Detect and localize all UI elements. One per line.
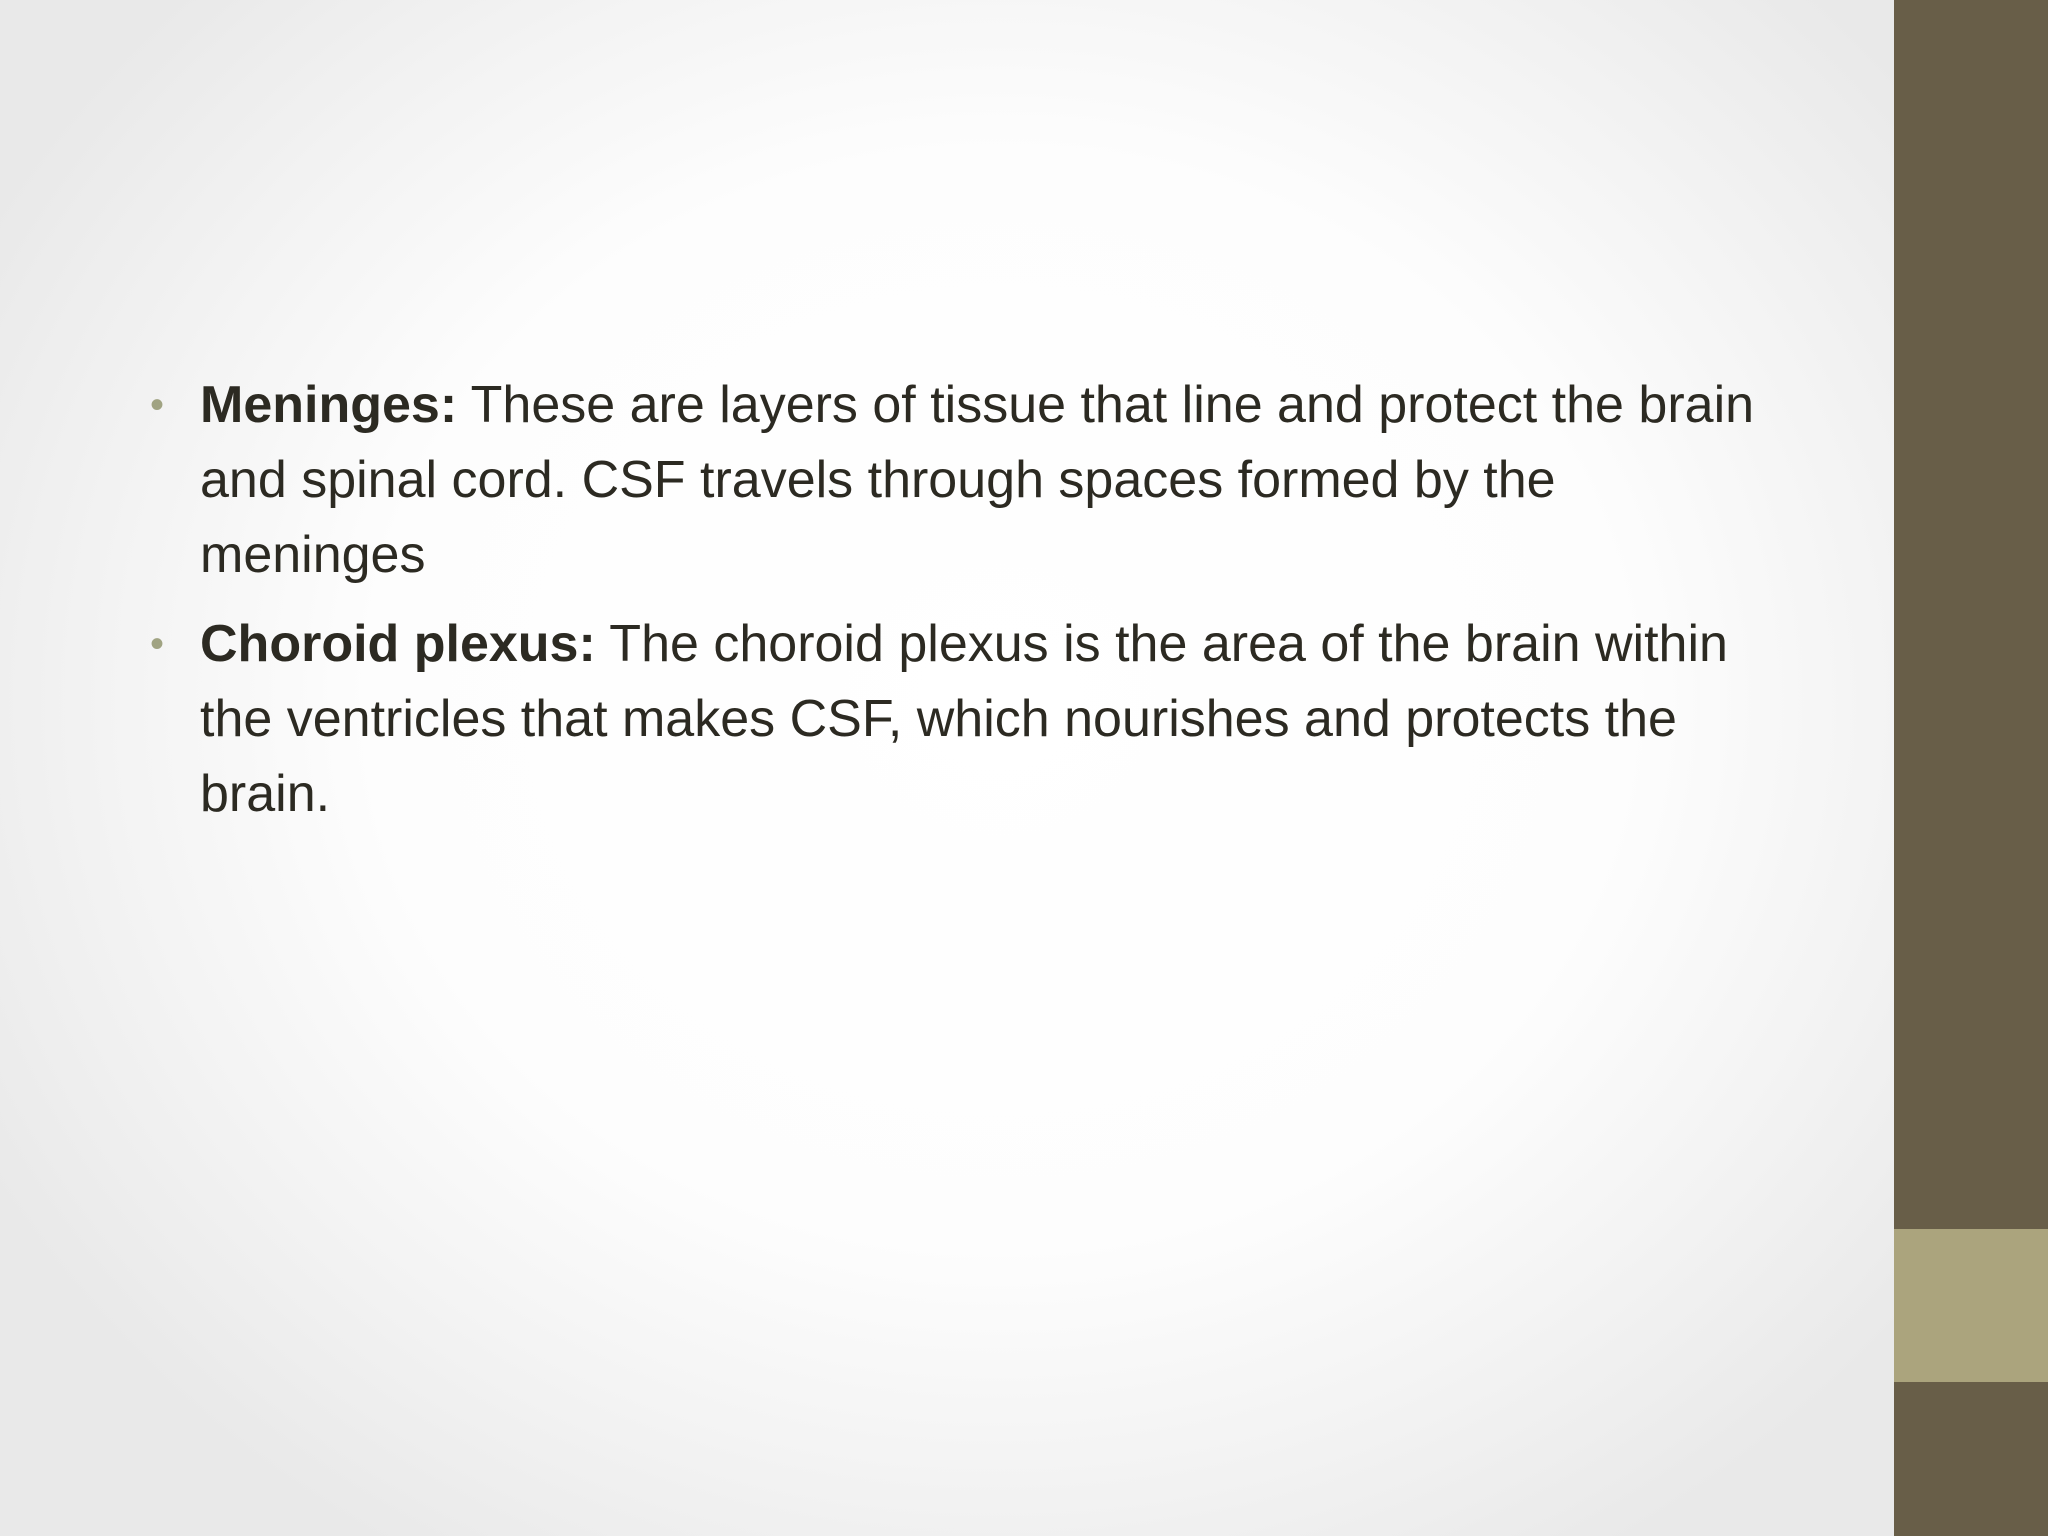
sidebar-accent-band [1894, 1229, 2048, 1382]
bullet-term: Choroid plexus: [200, 615, 596, 673]
bullet-text: These are layers of tissue that line and protect the brain and spinal cord. CSF travels through spaces formed by the meninges [200, 376, 1755, 584]
bullet-text: The choroid plexus is the area of the brain within the ventricles that makes CSF, which nourishes and protects the brain. [200, 615, 1728, 823]
bullet-item-meninges [150, 368, 1790, 593]
bullet-icon: • [150, 383, 165, 427]
bullet-list [150, 368, 1790, 846]
bullet-term: Meninges: [200, 376, 458, 434]
bullet-item-choroid-plexus [150, 607, 1790, 832]
bullet-icon: • [150, 622, 165, 666]
